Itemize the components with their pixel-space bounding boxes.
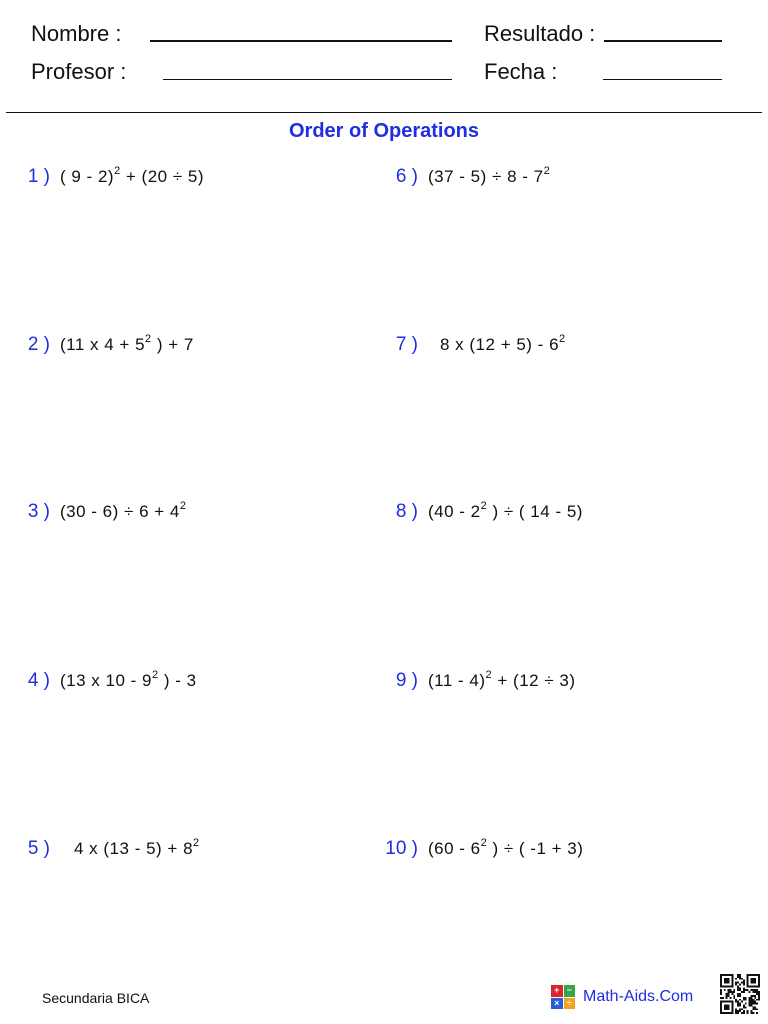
problem-number: 10 ) <box>385 838 418 859</box>
problem-9 <box>370 670 576 692</box>
problem-5 <box>6 838 200 860</box>
problem-number: 5 ) <box>27 838 50 859</box>
problem-expression: (11 - 4)$^2$ + (12 ÷ 3) <box>428 669 576 690</box>
problem-8 <box>370 501 583 523</box>
problem-expression: (13 x $10 - 9^2$ ) - 3 <box>60 669 197 690</box>
problem-7 <box>370 334 566 356</box>
problem-expression: ( 9 - 2)$^2$ + (20 ÷ 5) <box>60 165 205 186</box>
date-answer-line[interactable] <box>603 79 722 80</box>
school-name: Secundaria BICA <box>42 990 150 1006</box>
problem-6 <box>370 166 550 188</box>
problem-expression: $(30 - 6) \div 6 + 4^2$ <box>60 500 187 521</box>
problem-number: 7 ) <box>395 334 418 355</box>
header-divider <box>6 112 762 113</box>
worksheet-title: Order of Operations <box>288 120 480 142</box>
name-answer-line[interactable] <box>150 40 452 42</box>
problem-expression: 8 x $(12 + 5) - 6^2$ <box>440 333 566 354</box>
problem-expression: 4 x $(13 - 5) + 8^2$ <box>74 837 200 858</box>
problem-number: 2 ) <box>27 334 50 355</box>
problem-1 <box>6 166 204 188</box>
problem-2 <box>6 334 194 356</box>
problem-number: 4 ) <box>27 670 50 691</box>
problem-number: 8 ) <box>395 501 418 522</box>
teacher-answer-line[interactable] <box>163 79 452 80</box>
problem-expression: (11 x $4 + 5^2$ ) + 7 <box>60 333 194 354</box>
problem-10 <box>370 838 583 860</box>
problem-4 <box>6 670 197 692</box>
brand[interactable] <box>551 985 693 1009</box>
score-answer-line[interactable] <box>604 40 722 42</box>
qr-code-icon <box>720 974 760 1014</box>
problem-number: 6 ) <box>395 166 418 187</box>
problem-expression: ($40 - 2^2$ ) ÷ ( 14 - 5) <box>428 500 583 521</box>
problem-3 <box>6 501 186 523</box>
date-label: Fecha : <box>484 59 558 84</box>
teacher-label: Profesor : <box>31 59 127 84</box>
brand-link[interactable]: Math-Aids.Com <box>583 988 694 1005</box>
problem-expression: ($60 - 6^2$ ) ÷ ( -1 + 3) <box>428 837 584 858</box>
name-label: Nombre : <box>31 21 122 46</box>
problem-expression: $(37 - 5) \div 8 - 7^2$ <box>428 165 551 186</box>
problem-number: 9 ) <box>395 670 418 691</box>
problem-number: 3 ) <box>27 501 50 522</box>
problem-number: 1 ) <box>27 166 50 187</box>
score-label: Resultado : <box>484 21 596 46</box>
calculator-icon: + − × ÷ <box>551 985 575 1009</box>
